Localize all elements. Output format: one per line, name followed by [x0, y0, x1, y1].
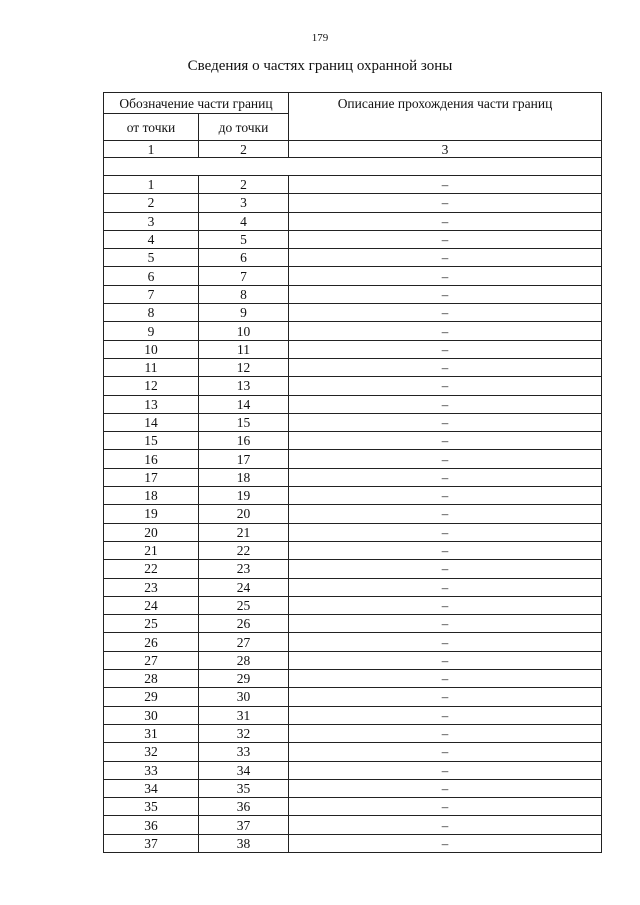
from-point-cell: 10	[104, 340, 199, 358]
table-row	[104, 413, 602, 431]
table-row	[104, 377, 602, 395]
from-point-cell: 35	[104, 798, 199, 816]
table-row	[104, 578, 602, 596]
table-row	[104, 450, 602, 468]
description-cell: –	[289, 340, 602, 358]
from-point-cell: 9	[104, 322, 199, 340]
to-point-cell: 35	[199, 779, 289, 797]
to-point-cell: 15	[199, 413, 289, 431]
from-point-cell: 12	[104, 377, 199, 395]
header-to-point: до точки	[199, 114, 289, 141]
from-point-cell: 20	[104, 523, 199, 541]
table-row	[104, 322, 602, 340]
description-cell: –	[289, 724, 602, 742]
to-point-cell: 32	[199, 724, 289, 742]
description-cell: –	[289, 596, 602, 614]
description-cell: –	[289, 761, 602, 779]
description-cell: –	[289, 432, 602, 450]
description-cell: –	[289, 615, 602, 633]
empty-cell	[104, 158, 602, 176]
from-point-cell: 26	[104, 633, 199, 651]
table-row	[104, 304, 602, 322]
description-cell: –	[289, 212, 602, 230]
to-point-cell: 10	[199, 322, 289, 340]
table-row	[104, 706, 602, 724]
table-row	[104, 340, 602, 358]
from-point-cell: 22	[104, 560, 199, 578]
description-cell: –	[289, 816, 602, 834]
from-point-cell: 1	[104, 176, 199, 194]
to-point-cell: 23	[199, 560, 289, 578]
to-point-cell: 30	[199, 688, 289, 706]
from-point-cell: 2	[104, 194, 199, 212]
to-point-cell: 14	[199, 395, 289, 413]
from-point-cell: 33	[104, 761, 199, 779]
table-row	[104, 633, 602, 651]
to-point-cell: 28	[199, 651, 289, 669]
table-row	[104, 487, 602, 505]
description-cell: –	[289, 633, 602, 651]
description-cell: –	[289, 560, 602, 578]
description-cell: –	[289, 468, 602, 486]
description-cell: –	[289, 670, 602, 688]
description-cell: –	[289, 194, 602, 212]
table-body	[104, 93, 602, 853]
description-cell: –	[289, 798, 602, 816]
table-row	[104, 596, 602, 614]
to-point-cell: 7	[199, 267, 289, 285]
description-cell: –	[289, 358, 602, 376]
header-row-1	[104, 93, 602, 114]
from-point-cell: 13	[104, 395, 199, 413]
to-point-cell: 9	[199, 304, 289, 322]
table-row	[104, 651, 602, 669]
to-point-cell: 4	[199, 212, 289, 230]
table-row	[104, 230, 602, 248]
from-point-cell: 31	[104, 724, 199, 742]
to-point-cell: 8	[199, 285, 289, 303]
document-title: Сведения о частях границ охранной зоны	[187, 58, 453, 74]
from-point-cell: 14	[104, 413, 199, 431]
description-cell: –	[289, 230, 602, 248]
to-point-cell: 27	[199, 633, 289, 651]
page-number: 179	[311, 32, 329, 44]
to-point-cell: 12	[199, 358, 289, 376]
table-row	[104, 212, 602, 230]
to-point-cell: 2	[199, 176, 289, 194]
to-point-cell: 21	[199, 523, 289, 541]
to-point-cell: 22	[199, 541, 289, 559]
description-cell: –	[289, 523, 602, 541]
table-row	[104, 523, 602, 541]
from-point-cell: 27	[104, 651, 199, 669]
to-point-cell: 34	[199, 761, 289, 779]
column-number-row	[104, 141, 602, 158]
from-point-cell: 18	[104, 487, 199, 505]
from-point-cell: 17	[104, 468, 199, 486]
description-cell: –	[289, 505, 602, 523]
table-row	[104, 779, 602, 797]
to-point-cell: 3	[199, 194, 289, 212]
to-point-cell: 17	[199, 450, 289, 468]
to-point-cell: 24	[199, 578, 289, 596]
description-cell: –	[289, 413, 602, 431]
from-point-cell: 36	[104, 816, 199, 834]
description-cell: –	[289, 267, 602, 285]
table-row	[104, 176, 602, 194]
table-row	[104, 761, 602, 779]
column-number: 2	[199, 141, 289, 158]
to-point-cell: 5	[199, 230, 289, 248]
to-point-cell: 26	[199, 615, 289, 633]
to-point-cell: 13	[199, 377, 289, 395]
to-point-cell: 6	[199, 249, 289, 267]
from-point-cell: 29	[104, 688, 199, 706]
from-point-cell: 4	[104, 230, 199, 248]
from-point-cell: 15	[104, 432, 199, 450]
table-row	[104, 743, 602, 761]
to-point-cell: 25	[199, 596, 289, 614]
from-point-cell: 11	[104, 358, 199, 376]
table-row	[104, 432, 602, 450]
to-point-cell: 29	[199, 670, 289, 688]
description-cell: –	[289, 706, 602, 724]
description-cell: –	[289, 285, 602, 303]
table-row	[104, 816, 602, 834]
description-cell: –	[289, 688, 602, 706]
table-row	[104, 358, 602, 376]
description-cell: –	[289, 304, 602, 322]
to-point-cell: 31	[199, 706, 289, 724]
description-cell: –	[289, 450, 602, 468]
to-point-cell: 33	[199, 743, 289, 761]
header-boundary-designation: Обозначение части границ	[104, 93, 289, 114]
table-row	[104, 724, 602, 742]
to-point-cell: 18	[199, 468, 289, 486]
table-row	[104, 194, 602, 212]
table-row	[104, 560, 602, 578]
from-point-cell: 32	[104, 743, 199, 761]
description-cell: –	[289, 578, 602, 596]
description-cell: –	[289, 322, 602, 340]
from-point-cell: 5	[104, 249, 199, 267]
table-row	[104, 798, 602, 816]
header-from-point: от точки	[104, 114, 199, 141]
table-row	[104, 395, 602, 413]
to-point-cell: 37	[199, 816, 289, 834]
from-point-cell: 3	[104, 212, 199, 230]
table-row	[104, 505, 602, 523]
table-row	[104, 615, 602, 633]
to-point-cell: 36	[199, 798, 289, 816]
to-point-cell: 38	[199, 834, 289, 852]
description-cell: –	[289, 377, 602, 395]
from-point-cell: 8	[104, 304, 199, 322]
table-row	[104, 468, 602, 486]
description-cell: –	[289, 249, 602, 267]
description-cell: –	[289, 395, 602, 413]
empty-row	[104, 158, 602, 176]
from-point-cell: 7	[104, 285, 199, 303]
description-cell: –	[289, 743, 602, 761]
from-point-cell: 16	[104, 450, 199, 468]
from-point-cell: 25	[104, 615, 199, 633]
to-point-cell: 20	[199, 505, 289, 523]
table-row	[104, 541, 602, 559]
table-row	[104, 834, 602, 852]
from-point-cell: 30	[104, 706, 199, 724]
description-cell: –	[289, 176, 602, 194]
header-boundary-description: Описание прохождения части границ	[289, 93, 602, 141]
from-point-cell: 21	[104, 541, 199, 559]
to-point-cell: 16	[199, 432, 289, 450]
description-cell: –	[289, 487, 602, 505]
to-point-cell: 19	[199, 487, 289, 505]
table-row	[104, 249, 602, 267]
from-point-cell: 34	[104, 779, 199, 797]
description-cell: –	[289, 651, 602, 669]
from-point-cell: 37	[104, 834, 199, 852]
description-cell: –	[289, 834, 602, 852]
column-number: 1	[104, 141, 199, 158]
table-row	[104, 670, 602, 688]
from-point-cell: 24	[104, 596, 199, 614]
boundary-parts-table	[103, 92, 602, 853]
table-row	[104, 688, 602, 706]
to-point-cell: 11	[199, 340, 289, 358]
from-point-cell: 19	[104, 505, 199, 523]
table-row	[104, 285, 602, 303]
description-cell: –	[289, 779, 602, 797]
from-point-cell: 6	[104, 267, 199, 285]
description-cell: –	[289, 541, 602, 559]
column-number: 3	[289, 141, 602, 158]
from-point-cell: 28	[104, 670, 199, 688]
from-point-cell: 23	[104, 578, 199, 596]
table-row	[104, 267, 602, 285]
